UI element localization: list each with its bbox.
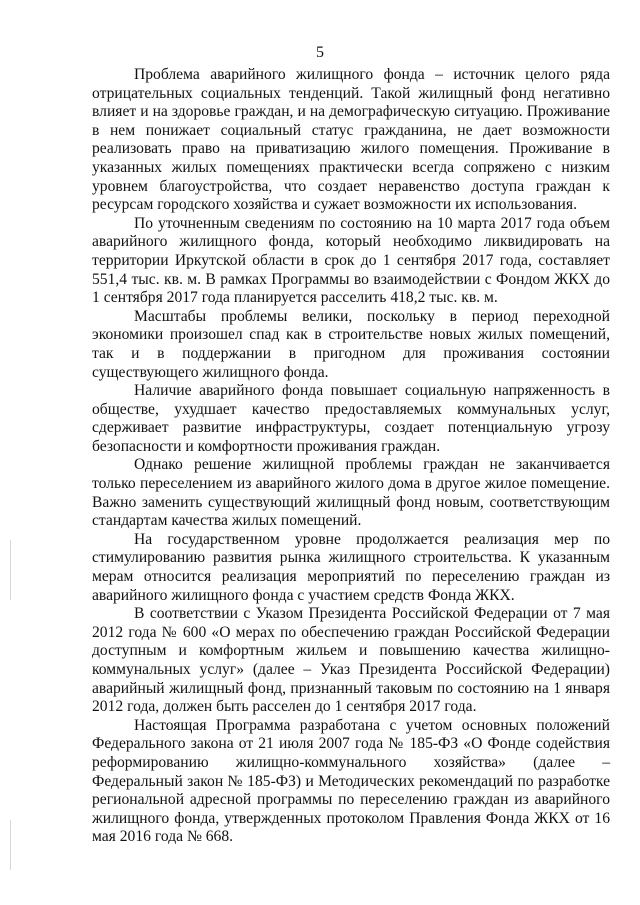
paragraph-solution: Однако решение жилищной проблемы граждан не заканчивается только переселением из аварийного жилого дома в другое жилое помещение. Важно заменить существующий жилищный фонд новым, соответствующим стандартам качества жилых помещений. (92, 456, 610, 530)
paragraph-decree: В соответствии с Указом Президента Российской Федерации от 7 мая 2012 года № 600 «О мерах по обеспечению граждан Российской Федерации доступным и комфортным жильем и повышению качества жилищно-коммунальных услуг» (далее – Указ Президента Российской Федерации) аварийный жилищный фонд, признанный таковым по состоянию на 1 января 2012 года, должен быть расселен до 1 сентября 2017 года. (92, 605, 610, 716)
paragraph-program-basis: Настоящая Программа разработана с учетом основных положений Федерального закона от 21 июля 2007 года № 185-ФЗ «О Фонде содействия реформированию жилищно-коммунального хозяйства» (далее – Федеральный закон № 185-ФЗ) и Методических рекомендаций по разработке региональной адресной программы по переселению граждан из аварийного жилищного фонда, утвержденных протоколом Правления Фонда ЖКХ от 16 мая 2016 года № 668. (92, 716, 610, 846)
paragraph-problem: Проблема аварийного жилищного фонда – источник целого ряда отрицательных социальных тенденций. Такой жилищный фонд негативно влияет и на здоровье граждан, и на демографическую ситуацию. Проживание в нем понижает социальный статус гражданина, не дает возможности реализовать право на приватизацию жилого помещения. Проживание в указанных жилых помещениях практически всегда сопряжено с низким уровнем благоустройства, что создает неравенство доступа граждан к ресурсам городского хозяйства и сужает возможности их использования. (92, 66, 610, 214)
page-number: 5 (316, 44, 324, 61)
paragraph-social-tension: Наличие аварийного фонда повышает социальную напряженность в обществе, ухудшает качество предоставляемых коммунальных услуг, сдерживает развитие инфраструктуры, создает потенциальную угрозу безопасности и комфортности проживания граждан. (92, 382, 610, 455)
document-body (92, 66, 610, 847)
scan-artifact (10, 540, 11, 600)
paragraph-scale: Масштабы проблемы велики, поскольку в период переходной экономики произошел спад как в строительстве новых жилых помещений, так и в поддержании в пригодном для проживания состоянии существующего жилищного фонда. (92, 307, 610, 381)
paragraph-volume: По уточненным сведениям по состоянию на 10 марта 2017 года объем аварийного жилищного фонда, который необходимо ликвидировать на территории Иркутской области в срок до 1 сентября 2017 года, составляет 551,4 тыс. кв. м. В рамках Программы во взаимодействии с Фондом ЖКХ до 1 сентября 2017 года планируется расселить 418,2 тыс. кв. м. (92, 214, 610, 307)
scan-artifact (10, 820, 11, 870)
paragraph-state-level: На государственном уровне продолжается реализация мер по стимулированию развития рынка жилищного строительства. К указанным мерам относится реализация мероприятий по переселению граждан из аварийного жилищного фонда с участием средств Фонда ЖКХ. (92, 530, 610, 604)
